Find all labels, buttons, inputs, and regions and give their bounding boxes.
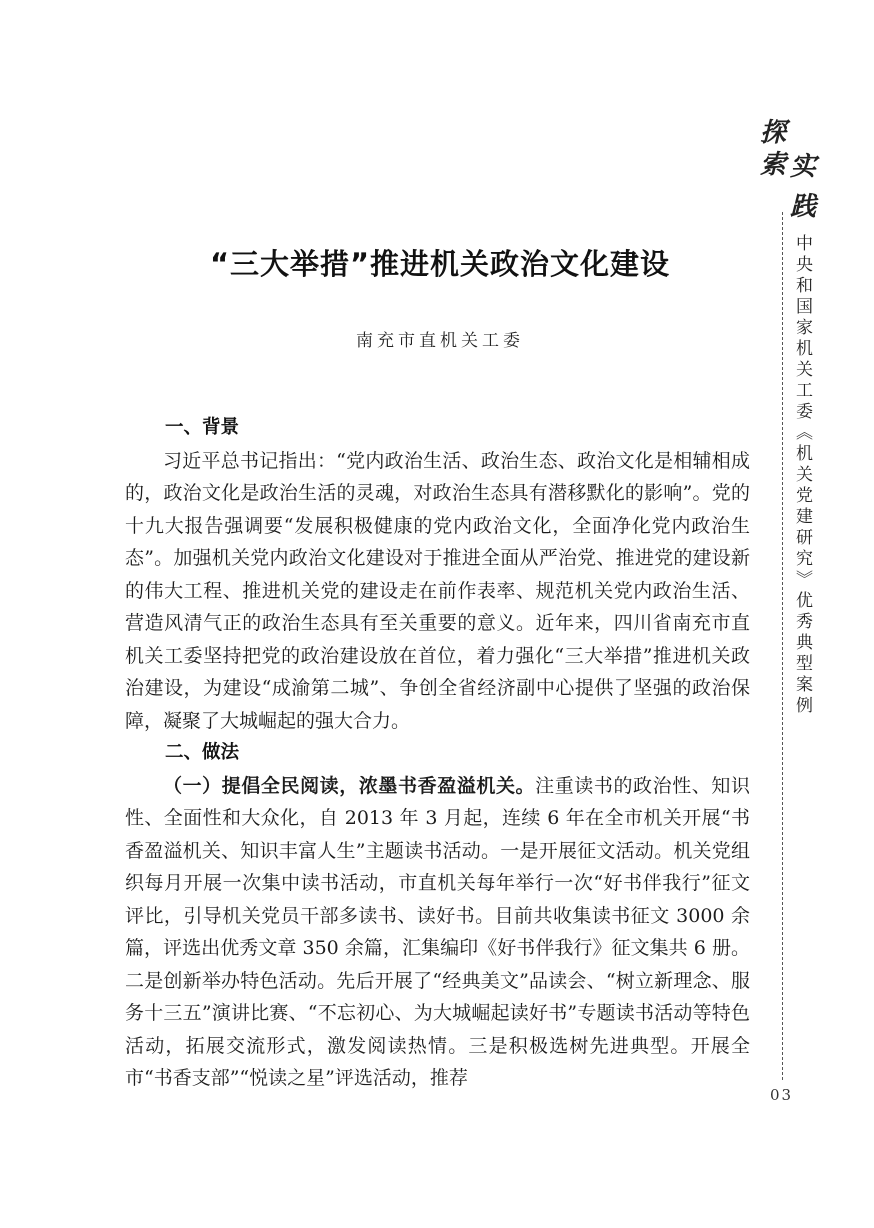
article-title: “三大举措”推进机关政治文化建设: [209, 247, 671, 281]
logo-char-3: 实: [790, 152, 817, 182]
series-title-vertical: 中央和国家机关工委《机关党建研究》优秀典型案例: [788, 234, 816, 717]
section-heading-practice: 二、做法: [165, 742, 240, 763]
practice-lead: （一）提倡全民阅读，浓墨书香盈溢机关。: [163, 774, 536, 797]
section-heading-background: 一、背景: [165, 417, 240, 438]
practice-text: 注重读书的政治性、知识性、全面性和大众化，自 2013 年 3 月起，连续 6 年在全市机关开展“书香盈溢机关、知识丰富人生”主题读书活动。一是开展征文活动。机关党组织每月开展一次集中读书活动，市直机关每年举行一次“好书伴我行”征文评比，引导机关党员干部多读书、读好书。目前共收集读书征文 3000 余篇，评选出优秀文章 350 余篇，汇集编印《好书伴我行》征文集共 6 册。二是创新举办特色活动。先后开展了“经典美文”品读会、“树立新理念、服务十三五”演讲比赛、“不忘初心、为大城崛起读好书”专题读书活动等特色活动，拓展交流形式，激发阅读热情。三是积极选树先进典型。开展全市“书香支部”“悦读之星”评选活动，推荐: [125, 774, 750, 1089]
page-number: 03: [770, 1086, 794, 1104]
sidebar-dashed-divider: [782, 212, 783, 1080]
practice-paragraph: [125, 770, 750, 1095]
article-body: [125, 412, 750, 1095]
background-paragraph: 习近平总书记指出：“党内政治生活、政治生态、政治文化是相辅相成的，政治文化是政治生活的灵魂，对政治生态具有潜移默化的影响”。党的十九大报告强调要“发展积极健康的党内政治文化，全面净化党内政治生态”。加强机关党内政治文化建设对于推进全面从严治党、推进党的建设新的伟大工程、推进机关党的建设走在前作表率、规范机关党内政治生活、营造风清气正的政治生态具有至关重要的意义。近年来，四川省南充市直机关工委坚持把党的政治建设放在首位，着力强化“三大举措”推进机关政治建设，为建设“成渝第二城”、争创全省经济副中心提供了坚强的政治保障，凝聚了大城崛起的强大合力。: [125, 449, 750, 732]
explore-practice-logo: [758, 118, 828, 228]
article-author: 南充市直机关工委: [356, 331, 524, 351]
logo-char-1: 探: [760, 118, 787, 148]
logo-char-2: 索: [760, 150, 787, 180]
logo-char-4: 践: [790, 192, 817, 222]
